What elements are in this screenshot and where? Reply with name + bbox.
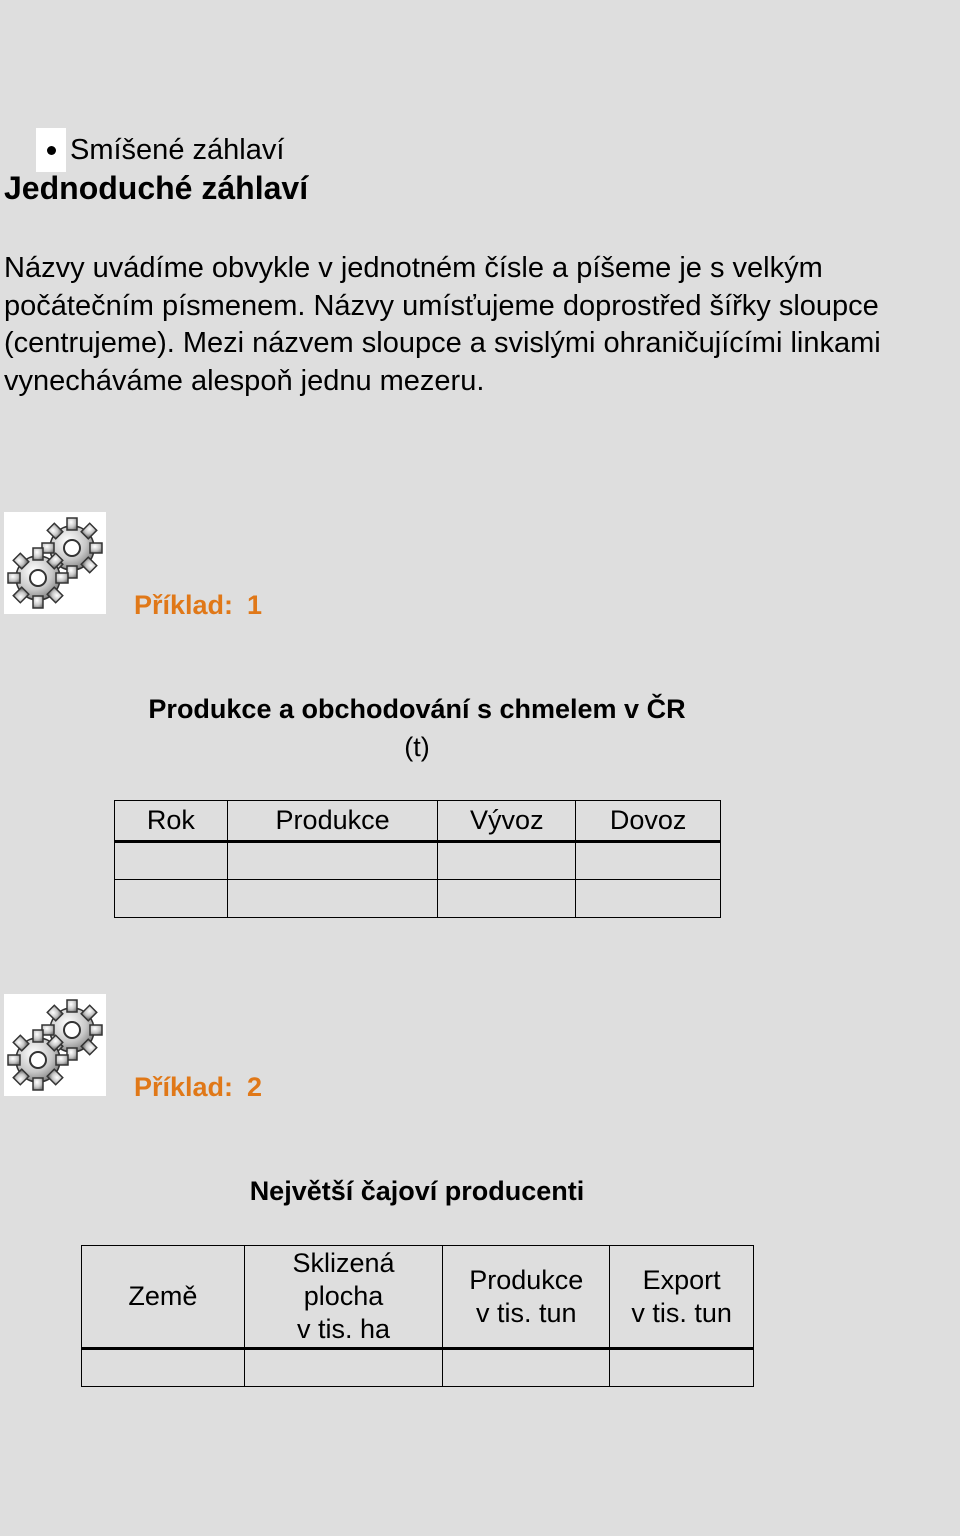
bullet-item — [36, 128, 284, 172]
table-cell — [227, 880, 438, 918]
column-header: Vývoz — [438, 801, 576, 842]
example-2-label — [134, 1072, 262, 1103]
table-row — [115, 842, 721, 880]
column-header: Dovoz — [576, 801, 721, 842]
table-cell — [438, 880, 576, 918]
bullet-text: Smíšené záhlaví — [70, 133, 285, 166]
table-cell — [438, 842, 576, 880]
table-cell — [227, 842, 438, 880]
table-cell — [576, 880, 721, 918]
header-line: plocha — [303, 1281, 384, 1311]
table-1-title: Produkce a obchodování s chmelem v ČR — [148, 694, 686, 724]
section-heading: Jednoduché záhlaví — [4, 170, 309, 206]
table-cell — [115, 842, 228, 880]
example-number: 1 — [247, 590, 263, 620]
column-header: Rok — [115, 801, 228, 842]
table-cell — [244, 1349, 443, 1387]
table-cell — [115, 880, 228, 918]
column-header — [82, 1246, 245, 1349]
table-row — [115, 880, 721, 918]
header-line: v tis. ha — [297, 1314, 391, 1344]
hop-production-table — [114, 800, 721, 918]
example-label-text: Příklad: — [134, 590, 234, 620]
header-line: v tis. tun — [476, 1297, 577, 1328]
table-cell — [443, 1349, 610, 1387]
tea-producers-table — [81, 1245, 754, 1387]
table-row — [82, 1349, 754, 1387]
table-1-unit: (t) — [404, 732, 430, 762]
table-cell — [82, 1349, 245, 1387]
table-cell — [610, 1349, 754, 1387]
header-line: Export — [642, 1264, 721, 1295]
example-1-label — [134, 590, 262, 621]
header-line: Produkce — [469, 1264, 584, 1295]
column-header — [443, 1246, 610, 1349]
column-header — [244, 1246, 443, 1349]
gears-icon — [4, 994, 106, 1096]
table-2-title: Největší čajoví producenti — [249, 1176, 585, 1206]
table-cell — [576, 842, 721, 880]
header-line: Sklizená — [292, 1248, 395, 1278]
example-label-text: Příklad: — [134, 1072, 234, 1102]
column-header: Produkce — [227, 801, 438, 842]
body-paragraph: Názvy uvádíme obvykle v jednotném čísle a píšeme je s velkým počátečním písmenem. Názvy umísťujeme doprostřed šířky sloupce (centrujeme). Mezi názvem sloupce a svislými ohraničujícími linkami vynecháváme alespoň jednu mezeru. — [4, 252, 881, 397]
header-line: Země — [128, 1281, 198, 1311]
gears-icon — [4, 512, 106, 614]
column-header — [610, 1246, 754, 1349]
header-line: v tis. tun — [631, 1297, 732, 1328]
bullet-marker — [36, 128, 66, 172]
example-number: 2 — [247, 1072, 263, 1102]
